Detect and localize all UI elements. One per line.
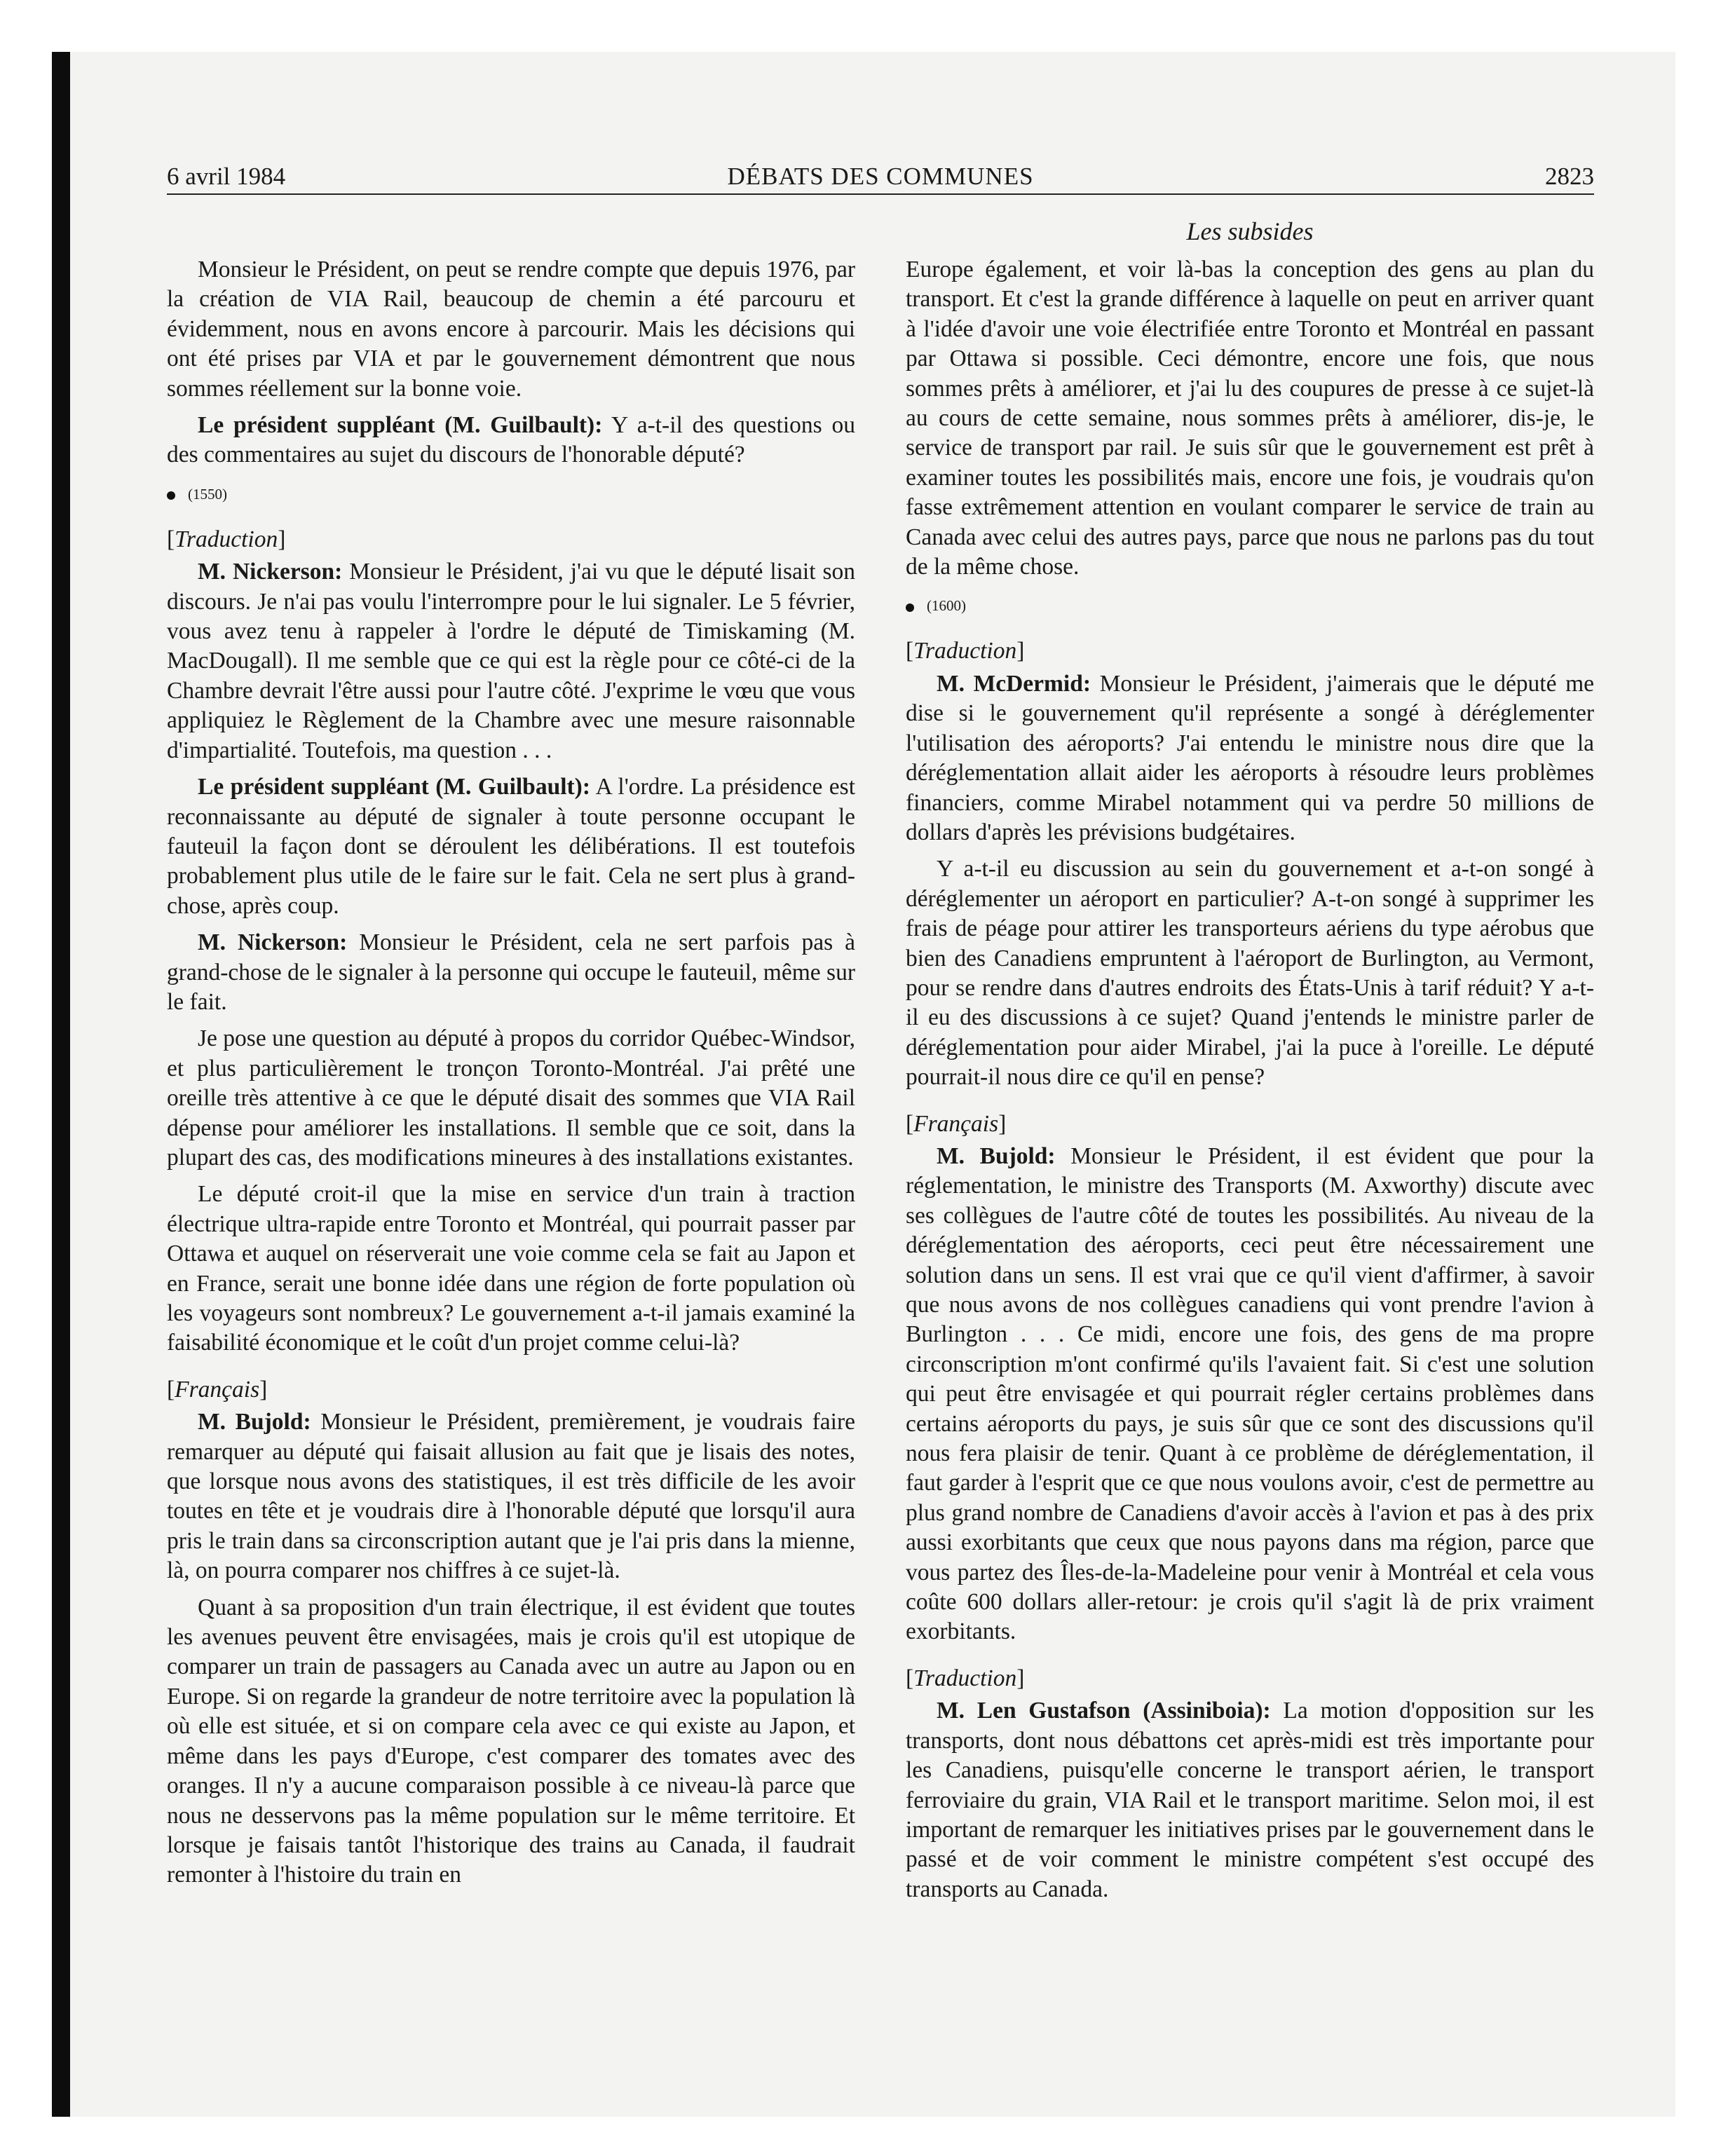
paragraph-text: A l'ordre. La présidence est reconnaissante au député de signaler à toute personne occupant le fauteuil la façon dont se déroulent les délibérations. Il est toutefois probablement plus utile de le faire sur le fait. Cela ne sert plus à grand-chose, après coup.: [167, 774, 855, 919]
paragraph: [906, 854, 1594, 1092]
section-label-text: Traduction: [913, 1665, 1017, 1691]
paragraph: [167, 1407, 855, 1585]
left-column: [167, 255, 855, 1897]
language-section-label: [Français]: [906, 1110, 1007, 1137]
right-column: [906, 255, 1594, 1911]
paragraph-text: Y a-t-il des questions ou des commentaires au sujet du discours de l'honorable député?: [167, 412, 855, 468]
paragraph: [906, 1696, 1594, 1904]
header-subtitle: Les subsides: [1186, 217, 1314, 245]
language-section-label: [Traduction]: [167, 526, 286, 552]
paragraph: [167, 928, 855, 1017]
paragraph: [906, 669, 1594, 847]
time-marker: [167, 480, 855, 508]
section-label-text: Traduction: [913, 638, 1017, 664]
paragraph: [906, 255, 1594, 582]
paragraph-text: Le député croit-il que la mise en service d'un train à traction électrique ultra-rapide entre Toronto et Montréal, qui pourrait passer par Ottawa et auquel on réserverait une voie comme cela se fait au Japon et en France, serait une bonne idée dans une région de forte population où les voyageurs sont nombreux? Le gouvernement a-t-il jamais examiné la faisabilité économique et le coût d'un projet comme celui-là?: [167, 1181, 855, 1356]
language-section-label: [Traduction]: [906, 638, 1025, 664]
paragraph: [167, 1180, 855, 1358]
bullet-icon: [906, 603, 914, 612]
paragraph-text: Monsieur le Président, il est évident que pour la réglementation, le ministre des Transports (M. Axworthy) discute avec ses collègues de l'autre côté de toutes les possibilités. Au niveau de la déréglementation des aéroports, ceci peut être nécessairement une solution dans un sens. Il est vrai que ce qu'il vient d'affirmer, à savoir que nous avons de nos collègues canadiens qui vont prendre l'avion à Burlington . . . Ce midi, encore une fois, des gens de ma propre circonscription m'ont confirmé qu'ils l'avaient fait. Si c'est une solution qui peut être envisagée et qui pourrait régler certains problèmes dans certains aéroports du pays, je suis sûr que ce sont des discussions qu'il nous fera plaisir de tenir. Quant à ce problème de déréglementation, il faut garder à l'esprit que ce que nous voulons avoir, c'est de permettre au plus grand nombre de Canadiens d'avoir accès à l'avion et pas à des prix aussi exorbitants que ceux que nous payons dans ma région, parce que vous partez des Îles-de-la-Madeleine pour venir à Montréal et cela vous coûte 600 dollars aller-retour: je crois qu'il s'agit là de prix vraiment exorbitants.: [906, 1142, 1595, 1645]
paragraph-text: Europe également, et voir là-bas la conception des gens au plan du transport. Et c'est la grande différence à laquelle on peut en arriver quant à l'idée d'avoir une voie électrifiée entre Toronto et Montréal en passant par Ottawa si possible. Ceci démontre, encore une fois, que nous sommes prêts à améliorer, et j'ai lu des coupures de presse à ce sujet-là au cours de cette semaine, nous sommes prêts à améliorer, dis-je, le service de transport par rail. Je suis sûr que le gouvernement est prêt à examiner toutes les possibilités mais, encore une fois, je voudrais qu'on fasse extrêmement attention en voulant comparer le service de train au Canada avec celui des autres pays, parce que nous ne parlons pas du tout de la même chose.: [906, 257, 1594, 580]
section-label-text: Français: [913, 1110, 999, 1137]
header-page-number: 2823: [1545, 163, 1594, 190]
speaker-name: Le président suppléant (M. Guilbault):: [198, 774, 590, 800]
paragraph-text: Quant à sa proposition d'un train électrique, il est évident que toutes les avenues peuvent être envisagées, mais je crois qu'il est utopique de comparer un train de passagers au Canada avec un autre au Japon ou en Europe. Si on regarde la grandeur de notre territoire avec la population là où elle est située, et si on compare cela avec ce qui existe au Japon, et même dans les pays d'Europe, c'est comparer des tomates avec des oranges. Il n'y a aucune comparaison possible à ce niveau-là parce que nous ne desservons pas la même population sur le même territoire. Et lorsque je faisais tantôt l'historique des trains au Canada, il faudrait remonter à l'histoire du train en: [167, 1594, 855, 1888]
speaker-name: M. Nickerson:: [198, 559, 343, 585]
header-date: 6 avril 1984: [167, 163, 286, 190]
section-label-text: Traduction: [175, 526, 278, 552]
paragraph: [167, 557, 855, 765]
time-marker-text: (1550): [188, 485, 227, 503]
paragraph: [167, 1593, 855, 1890]
speaker-name: M. McDermid:: [937, 670, 1091, 697]
speaker-name: M. Len Gustafson (Assiniboia):: [937, 1698, 1271, 1724]
section-label-text: Français: [175, 1376, 260, 1403]
binding-edge: [52, 52, 70, 2117]
language-section-label: [Français]: [167, 1376, 268, 1403]
speaker-name: M. Bujold:: [198, 1409, 311, 1435]
paragraph: [167, 255, 855, 404]
paragraph: [167, 772, 855, 921]
paragraph-text: Monsieur le Président, cela ne sert parfois pas à grand-chose de le signaler à la personne qui occupe le fauteuil, même sur le fait.: [167, 929, 855, 1015]
language-section-label: [Traduction]: [906, 1665, 1025, 1691]
paragraph-text: Monsieur le Président, j'ai vu que le député lisait son discours. Je n'ai pas voulu l'interrompre pour le lui signaler. Le 5 février, vous avez tenu à rappeler à l'ordre le député de Timiskaming (M. MacDougall). Il me semble que ce qui est la règle pour ce côté-ci de la Chambre devrait l'être aussi pour l'autre côté. J'exprime le vœu que vous appliquiez le Règlement de la Chambre avec une mesure raisonnable d'impartialité. Toutefois, ma question . . .: [167, 559, 856, 763]
paragraph-text: Y a-t-il eu discussion au sein du gouvernement et a-t-on songé à déréglementer un aéroport en particulier? A-t-on songé à supprimer les frais de péage pour attirer les transporteurs aériens du type aérobus que bien des Canadiens empruntent à l'aéroport de Burlington, au Vermont, pour se rendre dans d'autres endroits des États-Unis à tarif réduit? Y a-t-il eu des discussions à ce sujet? Quand j'entends le ministre parler de déréglementation pour aider Mirabel, j'ai la puce à l'oreille. Le député pourrait-il nous dire ce qu'il en pense?: [906, 856, 1594, 1091]
speaker-name: M. Bujold:: [937, 1142, 1056, 1169]
paragraph-text: Monsieur le Président, premièrement, je voudrais faire remarquer au député qui faisait allusion au fait que je lisais des notes, que lorsque nous avons des statistiques, il est très difficile de les avoir toutes en tête et je voudrais dire à l'honorable député que lorsqu'il aura pris le train dans sa circonscription autant que je l'ai pris dans la mienne, là, on pourra comparer nos chiffres à ce sujet-là.: [167, 1409, 855, 1584]
paragraph-text: Monsieur le Président, on peut se rendre compte que depuis 1976, par la création de VIA Rail, beaucoup de chemin a été parcouru et évidemment, nous en avons encore à parcourir. Mais les décisions qui ont été prises par VIA et par le gouvernement démontrent que nous sommes réellement sur la bonne voie.: [167, 257, 855, 402]
paragraph-text: Je pose une question au député à propos du corridor Québec-Windsor, et plus particulièrement le tronçon Toronto-Montréal. J'ai prêté une oreille très attentive à ce que le député disait des sommes que VIA Rail dépense pour améliorer les installations. Il semble que ce soit, dans la plupart des cas, des modifications mineures à des installations existantes.: [167, 1025, 855, 1171]
time-marker: [906, 592, 1594, 620]
header-publication: DÉBATS DES COMMUNES: [727, 163, 1034, 190]
paragraph-text: La motion d'opposition sur les transports, dont nous débattons cet après-midi est très importante pour les Canadiens, puisqu'elle concerne le transport aérien, le transport ferroviaire du grain, VIA Rail et le transport maritime. Selon moi, il est important de remarquer les initiatives prises par le gouvernement dans le passé et de voir comment le ministre compétent s'est occupé des transports au Canada.: [906, 1698, 1594, 1902]
speaker-name: Le président suppléant (M. Guilbault):: [198, 412, 603, 439]
paragraph: [167, 1024, 855, 1173]
paragraph: [167, 411, 855, 470]
speaker-name: M. Nickerson:: [198, 929, 348, 956]
bullet-icon: [167, 491, 175, 500]
paragraph-text: Monsieur le Président, j'aimerais que le député me dise si le gouvernement qu'il représente a songé à déréglementer l'utilisation des aéroports? J'ai entendu le ministre nous dire que la déréglementation allait aider les aéroports à résoudre leurs problèmes financiers, comme Mirabel notamment qui va perdre 50 millions de dollars d'après les prévisions budgétaires.: [906, 670, 1595, 845]
time-marker-text: (1600): [927, 597, 966, 615]
running-header: [167, 160, 1594, 195]
paragraph: [906, 1142, 1594, 1647]
